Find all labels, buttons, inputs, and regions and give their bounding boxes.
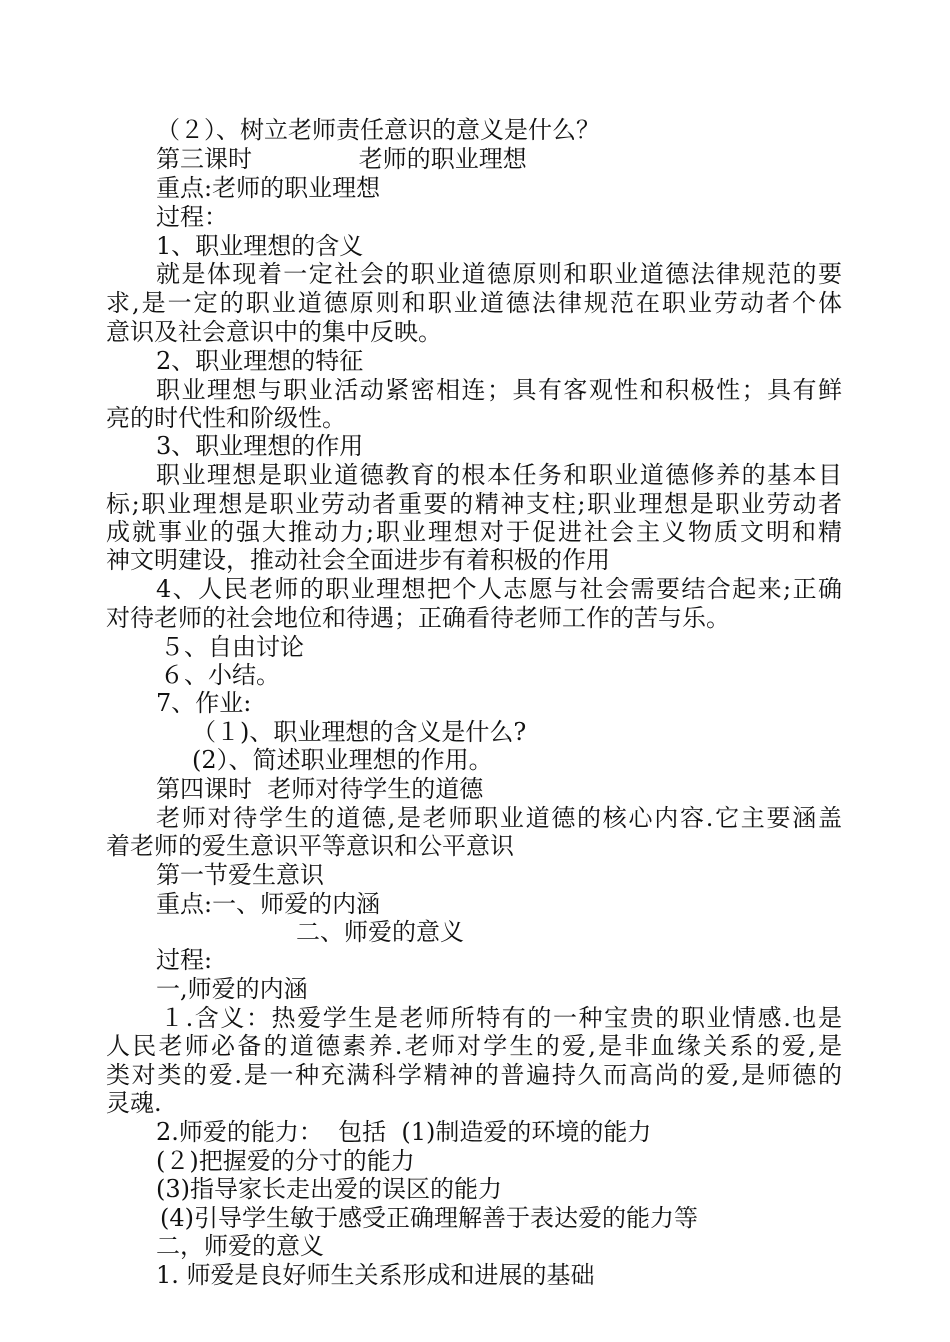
paragraph-line: 4、人民老师的职业理想把个人志愿与社会需要结合起来;正确: [156, 575, 842, 603]
homework-item: （１)、职业理想的含义是什么?: [192, 718, 527, 746]
list-item: ６、小结。: [160, 661, 280, 689]
text-line: 重点:老师的职业理想: [156, 174, 381, 202]
paragraph-line: １.含义：热爱学生是老师所特有的一种宝贵的职业情感.也是: [160, 1004, 842, 1032]
list-item: 1. 师爱是良好师生关系形成和进展的基础: [156, 1261, 595, 1289]
text-line: 过程：: [156, 203, 228, 231]
list-item: (２)把握爱的分寸的能力: [156, 1147, 415, 1175]
list-item: (4)引导学生敏于感受正确理解善于表达爱的能力等: [160, 1204, 698, 1232]
text-line: 过程:: [156, 946, 213, 974]
text-line: 2.师爱的能力： 包括 (1)制造爱的环境的能力: [156, 1118, 652, 1146]
paragraph-line: 神文明建设，推动社会全面进步有着积极的作用: [106, 546, 610, 574]
text-line: 二、师爱的意义: [296, 918, 464, 946]
paragraph-line: 职业理想与职业活动紧密相连；具有客观性和积极性；具有鲜: [156, 376, 842, 404]
paragraph-line: 老师对待学生的道德,是老师职业道德的核心内容.它主要涵盖: [156, 804, 842, 832]
section-heading: 二，师爱的意义: [156, 1232, 324, 1260]
section-heading: 3、职业理想的作用: [156, 432, 364, 460]
homework-item: (2）、简述职业理想的作用。: [192, 746, 493, 774]
text-line: （２）、树立老师责任意识的意义是什么？: [156, 116, 600, 144]
paragraph-line: 求,是一定的职业道德原则和职业道德法律规范在职业劳动者个体: [106, 289, 842, 317]
section-heading: 1、职业理想的含义: [156, 232, 364, 260]
list-item: 7、作业:: [156, 689, 252, 717]
paragraph-line: 人民老师必备的道德素养.老师对学生的爱,是非血缘关系的爱,是: [106, 1032, 842, 1060]
paragraph-line: 着老师的爱生意识平等意识和公平意识: [106, 832, 514, 860]
lesson-heading: 第三课时 老师的职业理想: [156, 145, 527, 173]
paragraph-line: 成就事业的强大推动力;职业理想对于促进社会主义物质文明和精: [106, 518, 842, 546]
text-line: 重点:一、师爱的内涵: [156, 890, 381, 918]
section-heading: 2、职业理想的特征: [156, 347, 364, 375]
paragraph-line: 标;职业理想是职业劳动者重要的精神支柱;职业理想是职业劳动者: [106, 490, 842, 518]
paragraph-line: 职业理想是职业道德教育的根本任务和职业道德修养的基本目: [156, 461, 842, 489]
lesson-heading: 第四课时 老师对待学生的道德: [156, 775, 484, 803]
paragraph-line: 对待老师的社会地位和待遇；正确看待老师工作的苦与乐。: [106, 604, 730, 632]
paragraph-line: 就是体现着一定社会的职业道德原则和职业道德法律规范的要: [156, 260, 842, 288]
list-item: (3)指导家长走出爱的误区的能力: [156, 1175, 502, 1203]
list-item: ５、自由讨论: [160, 633, 304, 661]
paragraph-line: 灵魂.: [106, 1089, 162, 1117]
section-heading: 第一节爱生意识: [156, 861, 324, 889]
paragraph-line: 类对类的爱.是一种充满科学精神的普遍持久而高尚的爱,是师德的: [106, 1061, 842, 1089]
paragraph-line: 亮的时代性和阶级性。: [106, 404, 346, 432]
section-heading: 一,师爱的内涵: [156, 975, 308, 1003]
paragraph-line: 意识及社会意识中的集中反映。: [106, 318, 442, 346]
